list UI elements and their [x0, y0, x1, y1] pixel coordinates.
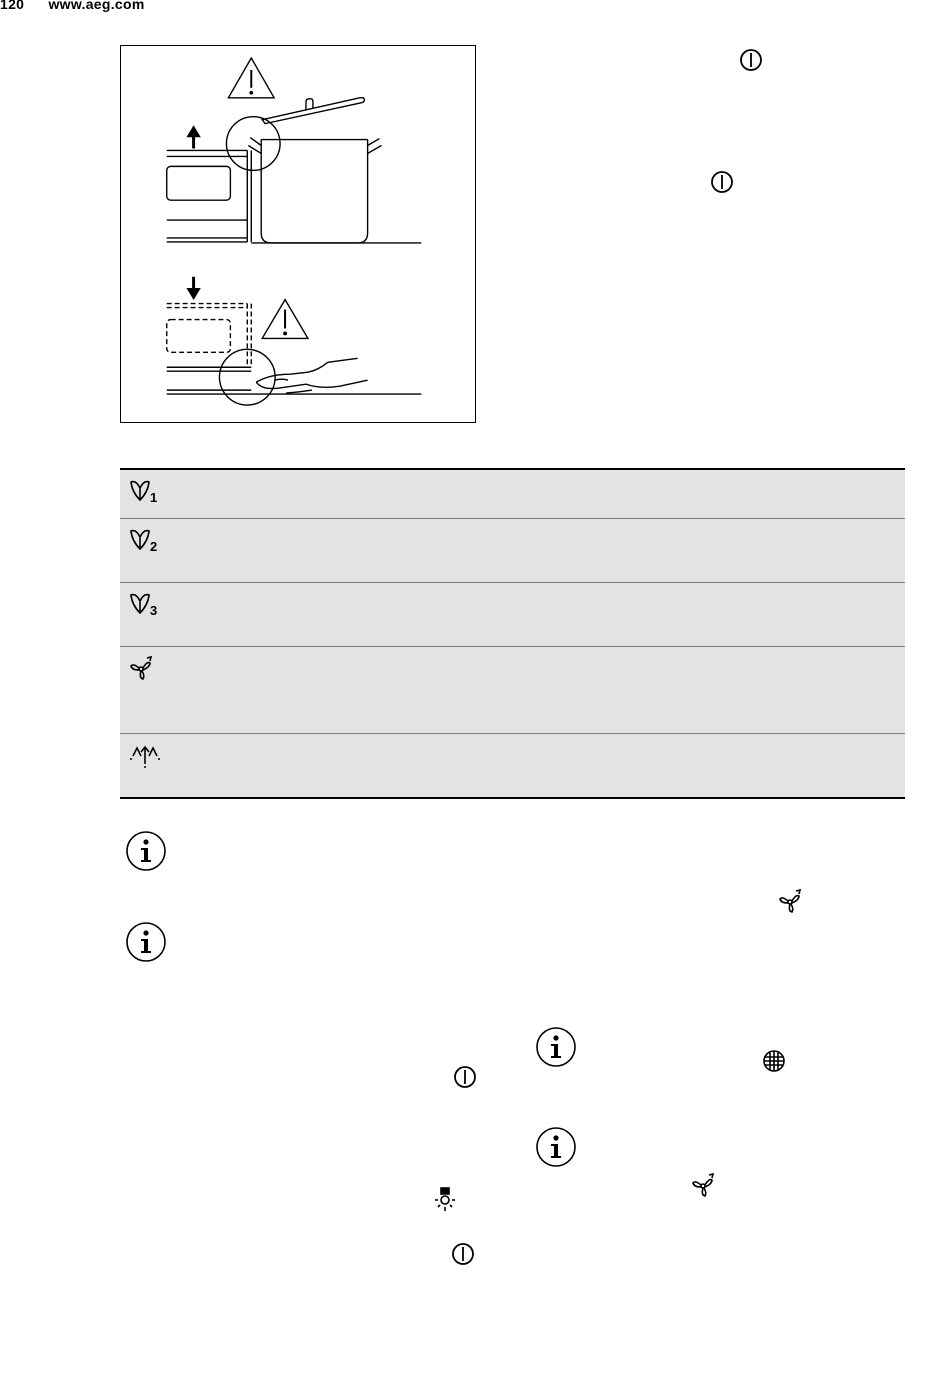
- power-icon: [710, 170, 734, 199]
- svg-text:3: 3: [150, 603, 158, 618]
- breeze-icon: [128, 742, 162, 775]
- arrow-up-icon: [188, 127, 200, 149]
- svg-text:2: 2: [150, 539, 158, 554]
- hob-hood-diagram: [121, 46, 475, 422]
- warning-triangle-icon: [262, 300, 308, 339]
- info-icon: [535, 1026, 577, 1073]
- svg-text:1: 1: [150, 490, 158, 505]
- table-row: [120, 582, 905, 646]
- arrow-down-icon: [188, 277, 200, 299]
- fan-boost-icon: [128, 655, 156, 688]
- info-icon: [125, 830, 167, 877]
- table-row: [120, 518, 905, 582]
- power-icon: [739, 48, 763, 77]
- light-icon: [432, 1186, 458, 1219]
- table-row: [120, 733, 905, 797]
- fan-speed-1-icon: [128, 478, 160, 511]
- fan-speed-table: [120, 468, 905, 799]
- fan-speed-2-icon: [128, 527, 160, 560]
- page-header: [0, 0, 165, 12]
- fan-speed-3-icon: [128, 591, 160, 624]
- fan-boost-icon: [777, 888, 805, 921]
- power-icon: [451, 1242, 475, 1271]
- power-icon: [453, 1065, 477, 1094]
- table-row: [120, 646, 905, 733]
- page-number: 120: [0, 0, 25, 12]
- warning-triangle-icon: [228, 58, 274, 98]
- grease-filter-icon: [762, 1049, 786, 1078]
- info-icon: [125, 921, 167, 968]
- pot-lid-illustration: [120, 45, 476, 423]
- info-icon: [535, 1126, 577, 1173]
- website: www.aeg.com: [48, 0, 145, 12]
- fan-boost-icon: [690, 1172, 718, 1205]
- table-row: [120, 470, 905, 518]
